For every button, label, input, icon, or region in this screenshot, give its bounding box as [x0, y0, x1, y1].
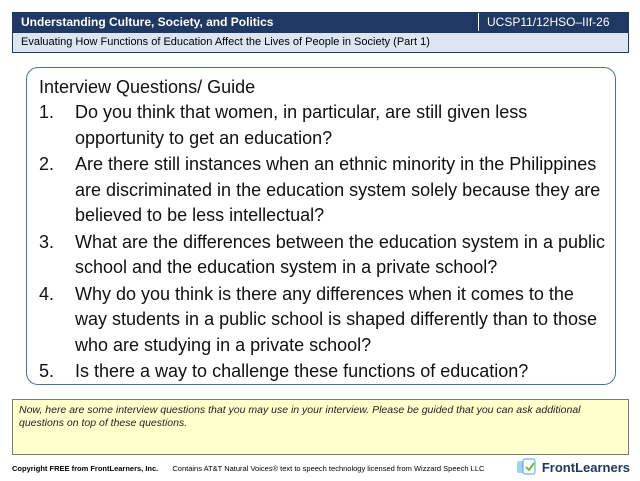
question-text: Why do you think is there any differences when it comes to the way students in a public school is shaped differently than to those who are studying in a private school?	[75, 283, 597, 355]
question-number: 5.	[39, 361, 55, 381]
slide-header	[12, 12, 629, 32]
question-number: 4.	[39, 283, 55, 304]
list-item	[39, 152, 609, 229]
questions-card	[26, 67, 616, 385]
question-text: Do you think that women, in particular, are still given less opportunity to get an education?	[75, 102, 528, 148]
list-item	[39, 359, 609, 385]
course-title: Understanding Culture, Society, and Politics	[21, 15, 274, 29]
question-number: 1.	[39, 102, 55, 122]
logo-text: FrontLearners	[541, 459, 630, 475]
course-code: UCSP11/12HSO–IIf-26	[478, 13, 628, 31]
question-number: 2.	[39, 154, 55, 174]
copyright-text: Copyright FREE from FrontLearners, Inc.	[12, 464, 159, 473]
lesson-title: Evaluating How Functions of Education Affect the Lives of People in Society (Part 1)	[12, 32, 629, 53]
card-title: Interview Questions/ Guide	[39, 77, 256, 97]
question-text: Is there a way to challenge these functions of education?	[75, 361, 529, 381]
list-item	[39, 100, 609, 151]
question-number: 3.	[39, 231, 55, 252]
question-list	[39, 100, 609, 386]
question-text: What are the differences between the education system in a public school and the education system in a private school?	[75, 231, 605, 277]
frontlearners-logo-icon	[516, 458, 538, 476]
footer-credits	[12, 464, 484, 473]
question-text: Are there still instances when an ethnic minority in the Philippines are discriminated in the education system solely because they are believed to be less intellectual?	[75, 154, 601, 225]
voices-credit: Contains AT&T Natural Voices® text to speech technology licensed from Wizzard Speech LLC	[172, 464, 485, 473]
list-item	[39, 282, 609, 359]
list-item	[39, 230, 609, 281]
frontlearners-logo	[516, 458, 630, 476]
instruction-note: Now, here are some interview questions that you may use in your interview. Please be guided that you can ask additional questions on top of these questions.	[12, 399, 629, 455]
